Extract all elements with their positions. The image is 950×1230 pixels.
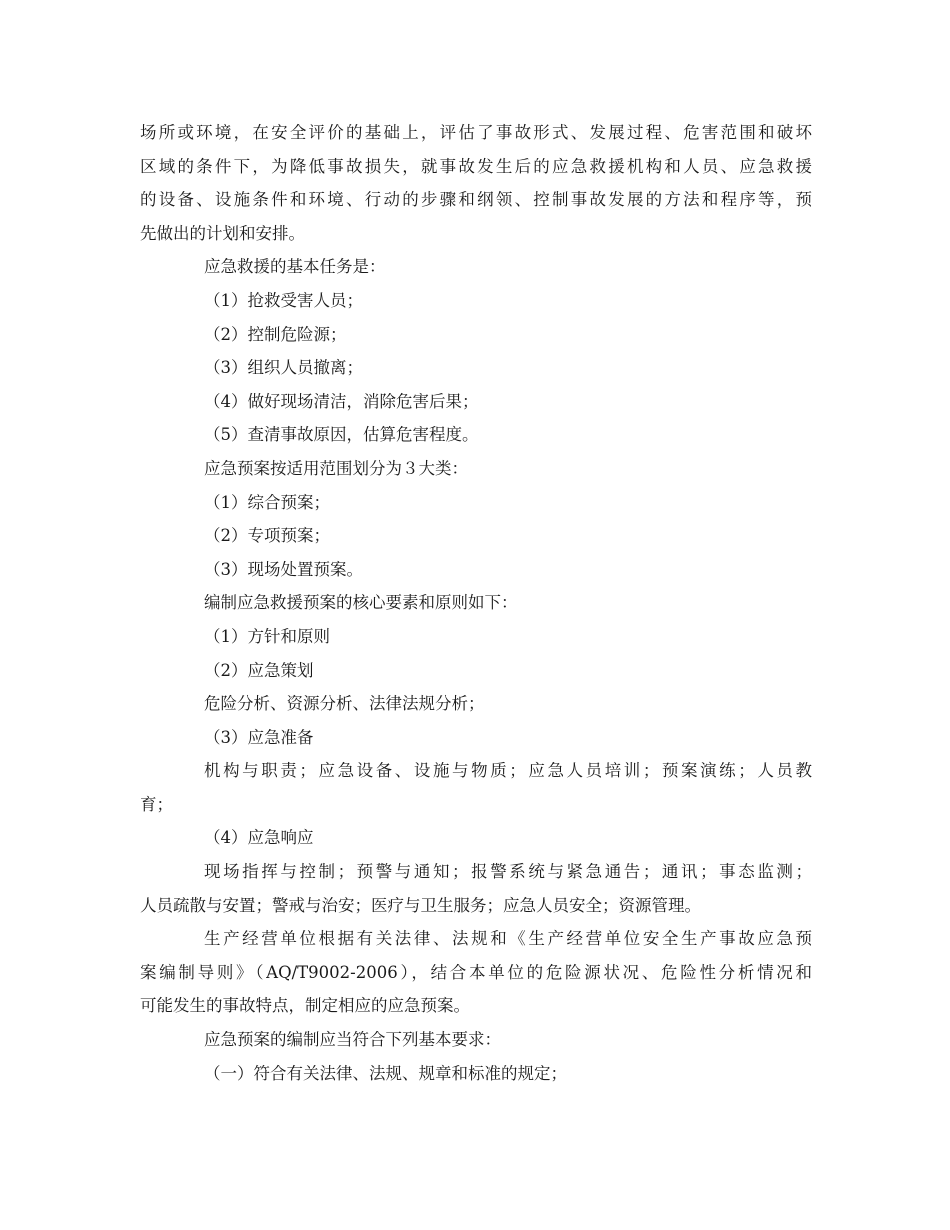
paragraph-line: 可能发生的事故特点，制定相应的应急预案。 — [140, 996, 470, 1016]
paragraph-line: 区域的条件下，为降低事故损失，就事故发生后的应急救援机构和人员、应急救援 — [140, 156, 812, 176]
list-item: （3）应急准备 — [204, 727, 314, 747]
paragraph-line: 案编制导则》（AQ/T9002-2006），结合本单位的危险源状况、危险性分析情况和 — [140, 962, 812, 982]
list-item: （1）抢救受害人员； — [204, 290, 363, 310]
paragraph-line: 先做出的计划和安排。 — [140, 223, 305, 243]
list-item: （2）应急策划 — [204, 660, 314, 680]
section-intro: 应急预案的编制应当符合下列基本要求： — [204, 1030, 501, 1050]
section-intro: 应急预案按适用范围划分为３大类： — [204, 458, 468, 478]
paragraph-line: 生产经营单位根据有关法律、法规和《生产经营单位安全生产事故应急预 — [204, 929, 812, 949]
list-item-detail: 危险分析、资源分析、法律法规分析； — [204, 694, 485, 714]
list-item: （5）查清事故原因，估算危害程度。 — [204, 425, 479, 445]
paragraph-line: 场所或环境，在安全评价的基础上，评估了事故形式、发展过程、危害范围和破坏 — [140, 123, 812, 142]
list-item: （2）专项预案； — [204, 526, 330, 546]
list-item: （一）符合有关法律、法规、规章和标准的规定； — [204, 1063, 567, 1083]
section-intro: 编制应急救援预案的核心要素和原则如下： — [204, 593, 518, 613]
list-item: （4）应急响应 — [204, 828, 314, 848]
section-intro: 应急救援的基本任务是： — [204, 257, 386, 277]
list-item: （1）方针和原则 — [204, 626, 330, 646]
document-body — [140, 116, 812, 1090]
list-item: （1）综合预案； — [204, 492, 330, 512]
list-item-detail: 现场指挥与控制；预警与通知；报警系统与紧急通告；通讯；事态监测； — [204, 862, 812, 882]
list-item-detail: 育； — [140, 794, 173, 814]
paragraph-line: 的设备、设施条件和环境、行动的步骤和纲领、控制事故发展的方法和程序等，预 — [140, 190, 812, 210]
list-item-detail: 机构与职责；应急设备、设施与物质；应急人员培训；预案演练；人员教 — [204, 761, 812, 781]
list-item-detail: 人员疏散与安置；警戒与治安；医疗与卫生服务；应急人员安全；资源管理。 — [140, 895, 701, 915]
list-item: （4）做好现场清洁，消除危害后果； — [204, 391, 479, 411]
list-item: （3）组织人员撤离； — [204, 358, 363, 378]
list-item: （2）控制危险源； — [204, 324, 347, 344]
list-item: （3）现场处置预案。 — [204, 559, 363, 579]
